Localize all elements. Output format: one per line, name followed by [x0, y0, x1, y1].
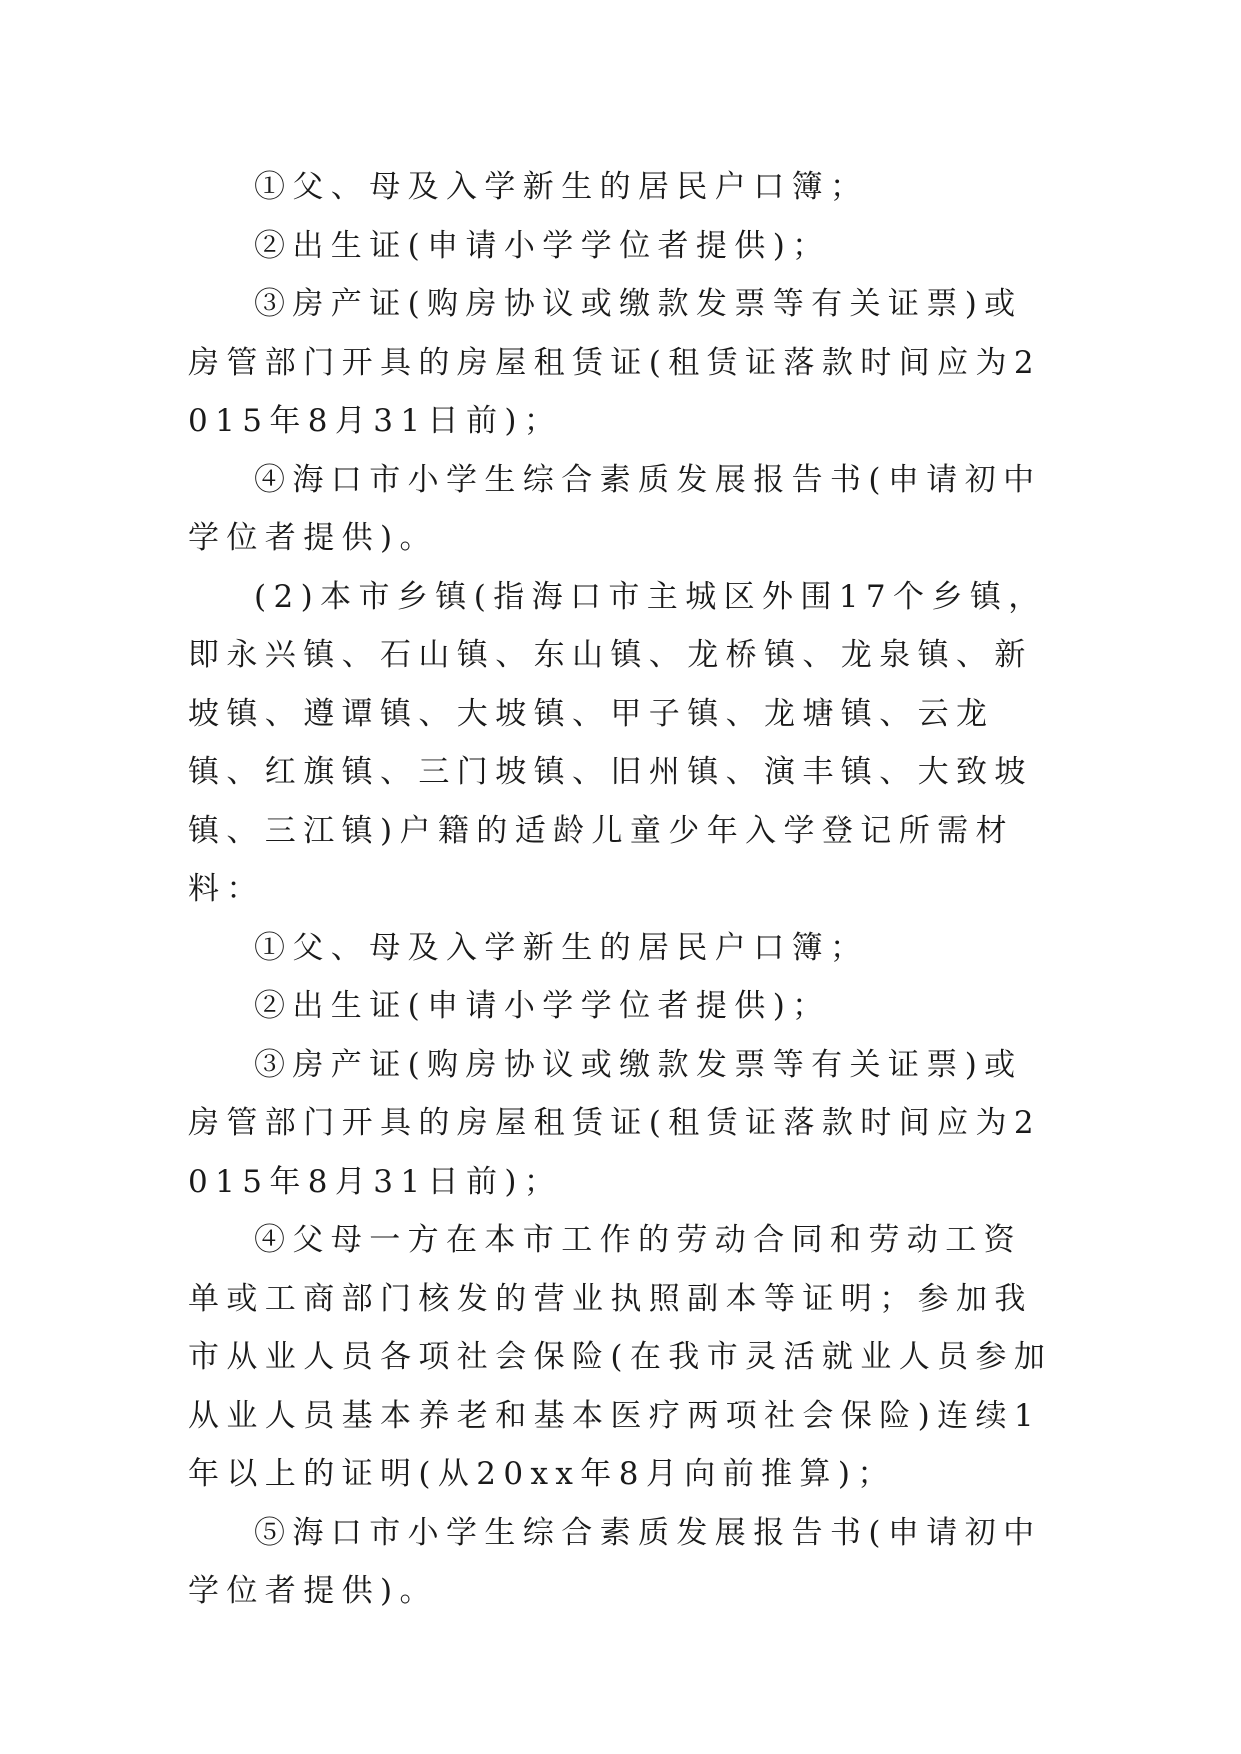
paragraph-birth-certificate-2: ②出生证(申请小学学位者提供)； [254, 988, 831, 1024]
paragraph-quality-report-1: ④海口市小学生综合素质发展报告书(申请初中学位者提供)。 [188, 461, 1042, 556]
paragraph-property-certificate-2: ③房产证(购房协议或缴款发票等有关证票)或房管部门开具的房屋租赁证(租赁证落款时间应为2015年8月31日前)； [188, 1046, 1042, 1200]
paragraph-property-certificate-1: ③房产证(购房协议或缴款发票等有关证票)或房管部门开具的房屋租赁证(租赁证落款时间应为2015年8月31日前)； [188, 286, 1042, 439]
paragraph-quality-report-2: ⑤海口市小学生综合素质发展报告书(申请初中学位者提供)。 [188, 1514, 1042, 1609]
paragraph-household-register-1: ①父、母及入学新生的居民户口簿； [254, 169, 869, 205]
document-body [188, 158, 1060, 1621]
paragraph-employment-proof: ④父母一方在本市工作的劳动合同和劳动工资单或工商部门核发的营业执照副本等证明；参加我市从业人员各项社会保险(在我市灵活就业人员参加从业人员基本养老和基本医疗两项社会保险)连续1年以上的证明(从20xx年8月向前推算)； [188, 1222, 1053, 1492]
paragraph-township-heading: (2)本市乡镇(指海口市主城区外围17个乡镇，即永兴镇、石山镇、东山镇、龙桥镇、龙泉镇、新坡镇、遵谭镇、大坡镇、甲子镇、龙塘镇、云龙镇、红旗镇、三门坡镇、旧州镇、演丰镇、大致坡镇、三江镇)户籍的适龄儿童少年入学登记所需材料： [188, 578, 1047, 907]
paragraph-birth-certificate-1: ②出生证(申请小学学位者提供)； [254, 227, 831, 264]
paragraph-household-register-2: ①父、母及入学新生的居民户口簿； [254, 929, 869, 966]
